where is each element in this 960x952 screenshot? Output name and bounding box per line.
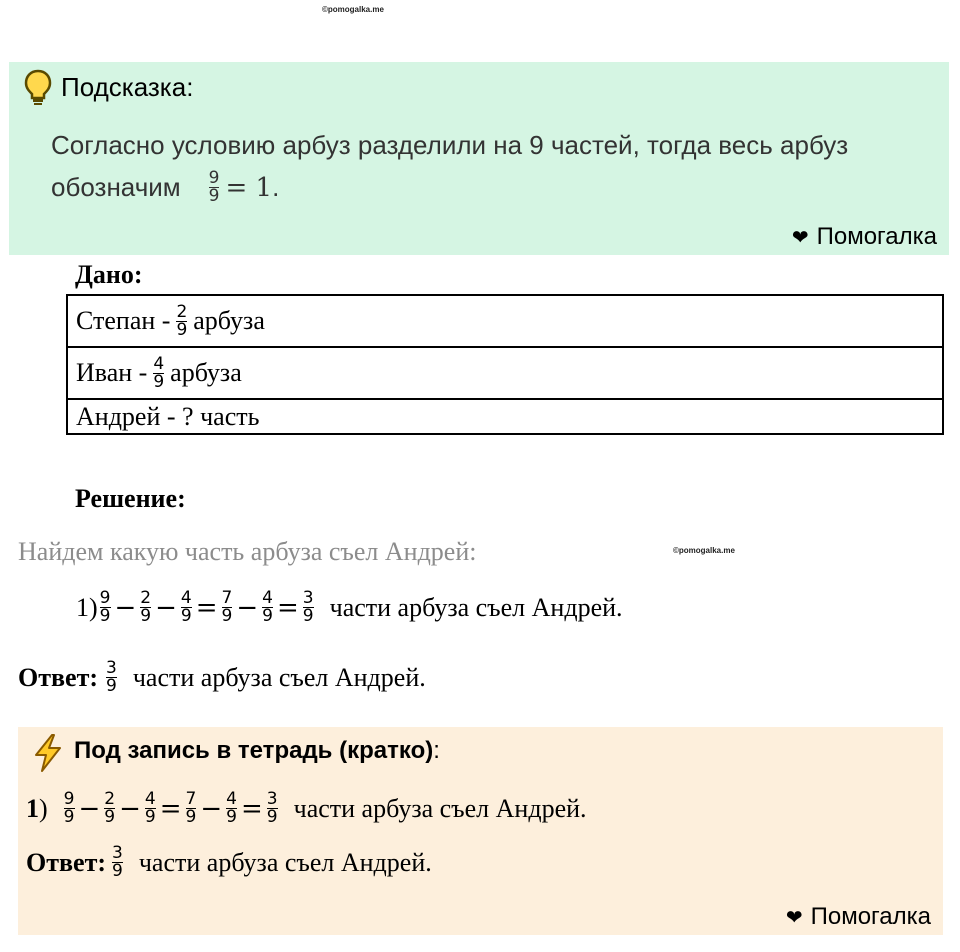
operator: − <box>114 592 137 623</box>
fraction: $\frac{7}{9}$ <box>185 789 197 827</box>
operator: = <box>195 592 218 623</box>
heart-icon: ❤ <box>785 905 803 929</box>
hint-text-line2 <box>51 170 279 205</box>
fraction: $\frac{2}{9}$ <box>104 789 116 827</box>
watermark-middle: ©pomogalka.me <box>673 546 735 555</box>
answer-tail: части арбуза съел Андрей. <box>132 662 426 692</box>
answer-fraction: $\frac{3}{9}$ <box>112 843 123 881</box>
notes-brand <box>786 903 931 931</box>
step-paren: ) <box>39 793 48 823</box>
given-name: Степан - <box>76 306 171 335</box>
step-label: 1 <box>26 793 39 823</box>
answer-label: Ответ: <box>18 662 99 692</box>
notes-step <box>26 791 587 826</box>
table-row <box>67 347 943 399</box>
fraction: $\frac{3}{9}$ <box>302 588 314 626</box>
solution-title: Решение: <box>75 484 186 513</box>
hint-fraction: $\frac{9}{9}$ <box>208 168 220 206</box>
operator: − <box>200 793 223 824</box>
fraction: $\frac{4}{9}$ <box>144 789 156 827</box>
brand-label: Помогалка <box>816 223 937 250</box>
fraction: $\frac{9}{9}$ <box>63 789 75 827</box>
watermark-top: ©pomogalka.me <box>322 5 384 14</box>
hint-box <box>9 62 949 255</box>
operator: − <box>155 592 177 623</box>
answer-label: Ответ: <box>26 847 107 877</box>
step-tail: части арбуза съел Андрей. <box>293 793 587 823</box>
fraction: $\frac{4}{9}$ <box>226 789 237 827</box>
solution-intro: Найдем какую часть арбуза съел Андрей: <box>18 537 477 566</box>
heart-icon: ❤ <box>791 225 809 249</box>
operator: − <box>236 592 259 623</box>
given-title: Дано: <box>75 260 143 289</box>
operator: = <box>159 793 182 824</box>
table-row <box>67 399 943 434</box>
answer-tail: части арбуза съел Андрей. <box>138 847 432 877</box>
operator: = <box>277 592 299 623</box>
given-suffix: арбуза <box>193 306 265 335</box>
fraction: $\frac{7}{9}$ <box>221 588 233 626</box>
fraction: $\frac{9}{9}$ <box>99 588 111 626</box>
hint-period: . <box>272 172 280 202</box>
notes-box <box>18 727 943 935</box>
operator: − <box>119 793 141 824</box>
given-text: Андрей - ? часть <box>67 399 943 434</box>
given-name: Иван - <box>76 358 148 387</box>
operator: − <box>78 793 101 824</box>
fraction: $\frac{4}{9}$ <box>180 588 192 626</box>
hint-brand <box>792 223 937 251</box>
given-suffix: арбуза <box>170 358 242 387</box>
hint-text-prefix: обозначим <box>51 172 181 202</box>
notes-title: Под запись в тетрадь (кратко): <box>74 737 440 764</box>
solution-step <box>76 590 623 625</box>
hint-text-line1: Согласно условию арбуз разделили на 9 частей, тогда весь арбуз <box>51 130 849 160</box>
operator: = <box>241 793 263 824</box>
notes-answer <box>26 845 432 880</box>
step-tail: части арбуза съел Андрей. <box>329 592 623 622</box>
solution-answer <box>18 660 426 695</box>
brand-label: Помогалка <box>810 903 931 930</box>
table-row <box>67 295 943 347</box>
fraction: $\frac{3}{9}$ <box>266 789 278 827</box>
fraction: $\frac{2}{9}$ <box>140 588 152 626</box>
fraction: $\frac{4}{9}$ <box>262 588 273 626</box>
hint-equals: = 1 <box>225 172 273 203</box>
hint-title: Подсказка: <box>61 72 194 102</box>
answer-fraction: $\frac{3}{9}$ <box>106 658 117 696</box>
given-table <box>66 294 944 435</box>
step-label: 1) <box>76 592 98 622</box>
lightbulb-icon <box>23 68 53 111</box>
given-fraction: $\frac{4}{9}$ <box>153 353 165 392</box>
lightning-icon <box>30 733 66 778</box>
given-fraction: $\frac{2}{9}$ <box>176 301 188 340</box>
